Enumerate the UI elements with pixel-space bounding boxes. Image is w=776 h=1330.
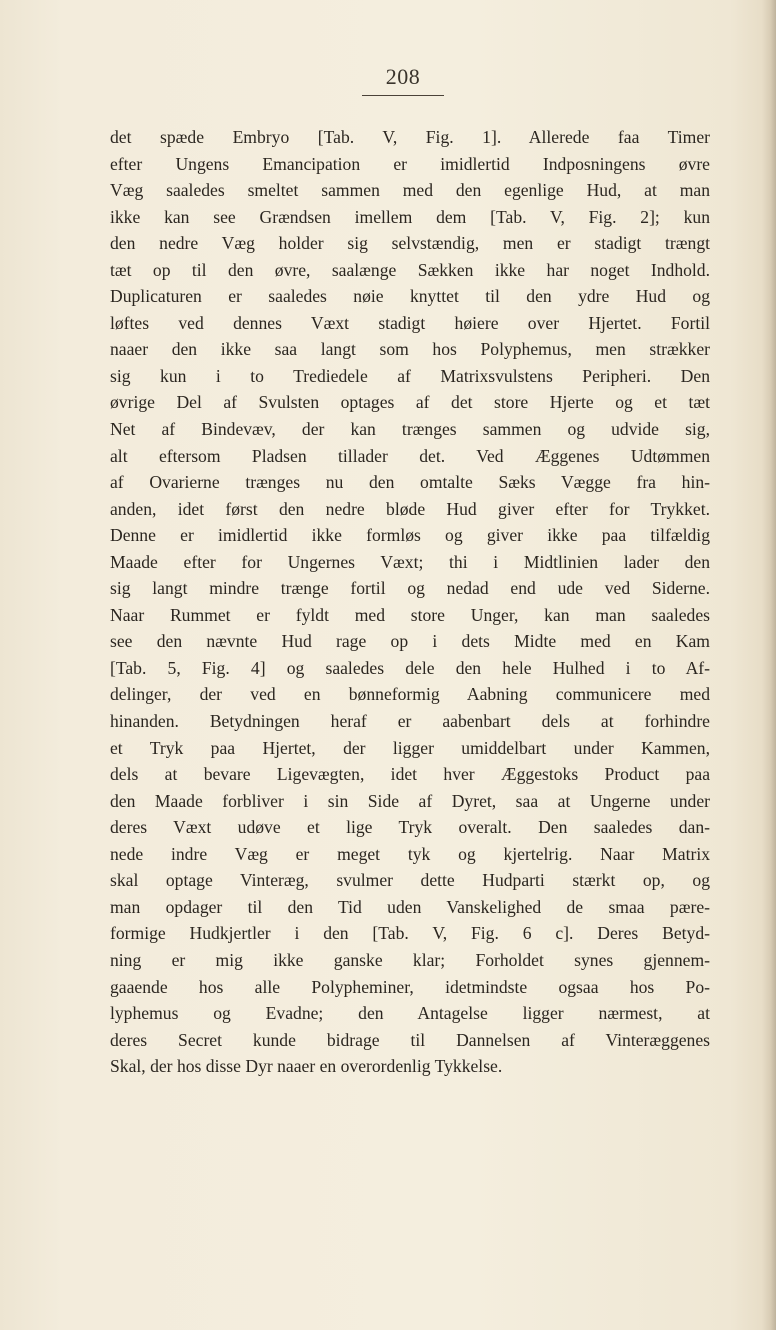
page-number-rule	[362, 95, 444, 96]
text-line: deres Secret kunde bidrage til Dannelsen af Vinteræggenes	[110, 1029, 710, 1050]
text-line: delinger, der ved en bønneformig Aabning communicere med	[110, 684, 710, 705]
text-line: Væg saaledes smeltet sammen med den egenlige Hud, at man	[110, 180, 710, 201]
text-line: deres Væxt udøve et lige Tryk overalt. Den saaledes dan-	[110, 817, 710, 838]
text-line: man opdager til den Tid uden Vanskelighed de smaa pære-	[110, 896, 710, 917]
text-line: Naar Rummet er fyldt med store Unger, kan man saaledes	[110, 604, 710, 625]
text-line: af Ovarierne trænges nu den omtalte Sæks Vægge fra hin-	[110, 472, 710, 493]
text-line: efter Ungens Emancipation er imidlertid Indposningens øvre	[110, 153, 710, 174]
text-line: løftes ved dennes Væxt stadigt høiere over Hjertet. Fortil	[110, 312, 710, 333]
text-line: et Tryk paa Hjertet, der ligger umiddelbart under Kammen,	[110, 737, 710, 758]
text-line: tæt op til den øvre, saalænge Sækken ikke har noget Indhold.	[110, 259, 710, 280]
text-line: gaaende hos alle Polypheminer, idetmindste ogsaa hos Po-	[110, 976, 710, 997]
text-line: Maade efter for Ungernes Væxt; thi i Midtlinien lader den	[110, 551, 710, 572]
text-line: formige Hudkjertler i den [Tab. V, Fig. 6 c]. Deres Betyd-	[110, 923, 710, 944]
body-paragraph	[110, 124, 710, 1080]
text-line: ning er mig ikke ganske klar; Forholdet synes gjennem-	[110, 949, 710, 970]
text-line: alt eftersom Pladsen tillader det. Ved Æggenes Udtømmen	[110, 445, 710, 466]
text-line: anden, idet først den nedre bløde Hud giver efter for Trykket.	[110, 498, 710, 519]
text-line: sig langt mindre trænge fortil og nedad end ude ved Siderne.	[110, 578, 710, 599]
text-line: ikke kan see Grændsen imellem dem [Tab. V, Fig. 2]; kun	[110, 206, 710, 227]
text-line: den nedre Væg holder sig selvstændig, men er stadigt trængt	[110, 233, 710, 254]
text-line: see den nævnte Hud rage op i dets Midte med en Kam	[110, 631, 710, 652]
text-line: [Tab. 5, Fig. 4] og saaledes dele den hele Hulhed i to Af-	[110, 657, 710, 678]
text-line: lyphemus og Evadne; den Antagelse ligger nærmest, at	[110, 1003, 710, 1024]
page-number: 208	[385, 64, 421, 89]
text-line: det spæde Embryo [Tab. V, Fig. 1]. Allerede faa Timer	[110, 127, 710, 147]
text-line: skal optage Vinteræg, svulmer dette Hudparti stærkt op, og	[110, 870, 710, 891]
text-line: den Maade forbliver i sin Side af Dyret, saa at Ungerne under	[110, 790, 710, 811]
text-line: øvrige Del af Svulsten optages af det store Hjerte og et tæt	[110, 392, 710, 413]
text-line: Denne er imidlertid ikke formløs og giver ikke paa tilfældig	[110, 525, 710, 546]
text-line: nede indre Væg er meget tyk og kjertelrig. Naar Matrix	[110, 843, 710, 864]
text-line: naaer den ikke saa langt som hos Polyphemus, men strækker	[110, 339, 710, 360]
text-line: Skal, der hos disse Dyr naaer en overordenlig Tykkelse.	[110, 1056, 503, 1077]
text-line: sig kun i to Trediedele af Matrixsvulstens Peripheri. Den	[110, 365, 710, 386]
page-edge-shadow	[762, 0, 776, 1330]
text-line: Duplicaturen er saaledes nøie knyttet til den ydre Hud og	[110, 286, 710, 307]
text-line: dels at bevare Ligevægten, idet hver Æggestoks Product paa	[110, 764, 710, 785]
text-line: hinanden. Betydningen heraf er aabenbart dels at forhindre	[110, 711, 710, 732]
text-line: Net af Bindevæv, der kan trænges sammen og udvide sig,	[110, 419, 710, 440]
